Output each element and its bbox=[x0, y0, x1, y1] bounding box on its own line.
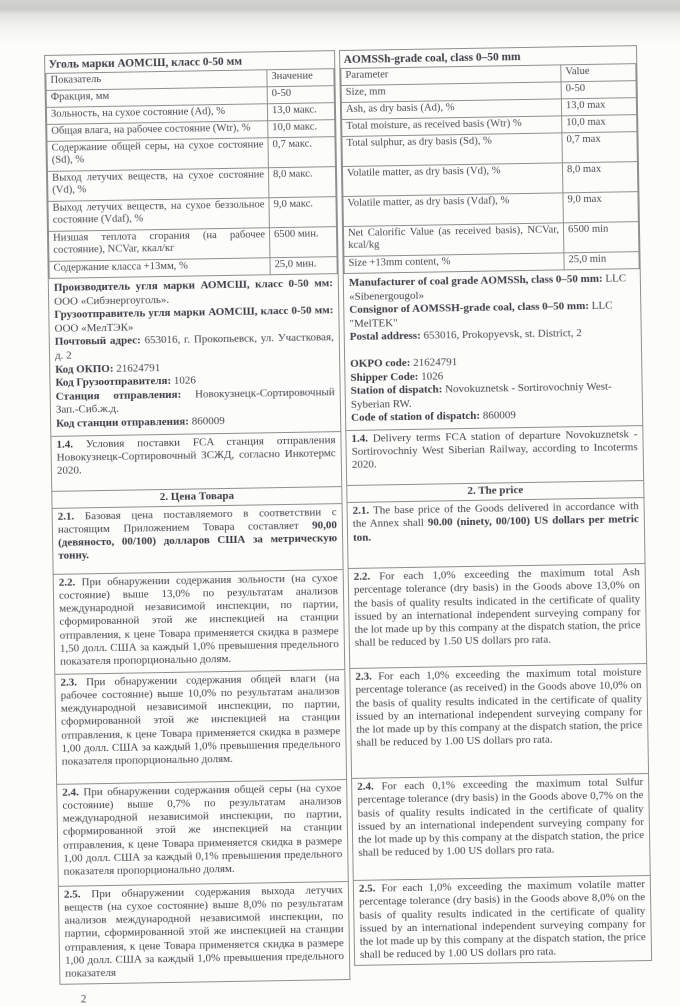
table-row: Size +13mm content, % 25,0 min bbox=[344, 252, 639, 274]
okpo-code-line: Код ОКПО: 21624791 bbox=[55, 361, 161, 376]
column-russian bbox=[44, 50, 350, 985]
price-section-header-ru: 2. Цена Товара bbox=[52, 487, 341, 509]
table-row: Выход летучих веществ, на сухое беззольное состояние (Vdaf), % 9,0 макс. bbox=[48, 197, 336, 232]
spec-table-title-en: AOMSSh-grade coal, class 0–50 mm bbox=[341, 46, 636, 68]
paragraph-2-1-en: 2.1. The base price of the Goods delivered in accordance with the Annex shall 90.00 (ninety, 00/100) US dollars per metric ton. bbox=[348, 498, 645, 569]
postal-address-line: Почтовый адрес: 653016, г. Прокопьевск, ул. Участковая, д. 2 bbox=[54, 331, 334, 362]
okpo-code-line: OKPO code: 21624791 bbox=[350, 356, 458, 370]
shipper-code-line: Shipper Code: 1026 bbox=[350, 369, 444, 384]
consignor-line: Consignor of AOMSSH-grade coal, class 0–50 mm: LLC "MelTEK" bbox=[349, 299, 613, 330]
consignor-line: Грузоотправитель угля марки АОМСШ, класс 0-50 мм: ООО «МелТЭК» bbox=[54, 304, 334, 335]
paragraph-2-1-ru: 2.1. Базовая цена поставляемого в соответствии с настоящим Приложением Товара составляет 90,00 (девяносто, 00/100) долларов США за метрическую тонну. bbox=[53, 504, 343, 575]
table-row: Содержание общей серы, на сухое состояние (Sd), % 0,7 макс. bbox=[47, 137, 335, 172]
table-row: Net Calorific Value (as received basis), NCVar, kcal/kg 6500 min bbox=[343, 222, 638, 257]
postal-address-line: Postal address: 653016, Prokopyevsk, st. District, 2 bbox=[349, 327, 582, 344]
col-header-value: Value bbox=[561, 64, 636, 82]
dispatch-station-code-line: Код станции отправления: 860009 bbox=[56, 414, 225, 430]
two-column-layout bbox=[44, 45, 656, 985]
contract-page bbox=[44, 45, 657, 1006]
page-number: 2 bbox=[80, 993, 87, 1006]
col-header-parameter: Parameter bbox=[341, 65, 561, 86]
dispatch-station-line: Станция отправления: Новокузнецк-Сортировочный Зап.-Сиб.ж.д. bbox=[55, 385, 335, 417]
dispatch-station-line: Station of dispatch: Novokuznetsk - Sortirovochniy West-Syberian RW. bbox=[350, 380, 612, 411]
table-row: Выход летучих веществ, на сухое состояние (Vd), % 8,0 макс. bbox=[47, 167, 335, 202]
paragraph-2-5-ru: 2.5. При обнаружении содержания выхода летучих веществ (на сухое состояние) выше 8,0% по результатам анализов международной независимой инспекции, по партии, сформированной этой же инспекцией на станции отправления, к цене Товара применяется скидка в размере 1,00 долл. США за каждый 1,0% превышения предельного показателя bbox=[63, 883, 345, 980]
clause-1-4-en: 1.4. Delivery terms FCA station of departure Novokuznetsk - Sortirovochniy West Siberian Railway, according to Incoterms 2020. bbox=[346, 426, 643, 486]
paragraph-2-3-en: 2.3. For each 1,0% exceeding the maximum total moisture percentage tolerance (as received) in the Goods above 10,0% on the basis of quality results indicated in the certificate of quality issued by an international independent surveying company for the lot made up by this company at the dispatch station, the price shall be reduced by 1.00 US dollars pro rata. bbox=[350, 664, 648, 779]
table-row: Volatile matter, as dry basis (Vdaf), % 9,0 max bbox=[343, 192, 638, 227]
table-row: Volatile matter, as dry basis (Vd), % 8,0 max bbox=[342, 162, 637, 197]
table-row: Низшая теплота сгорания (на рабочее состояние), NCVar, ккал/кг 6500 мин. bbox=[48, 227, 336, 262]
paragraph-2-3-ru: 2.3. При обнаружении содержания общей влаги (на рабочее состояние) выше 10,0% по результатам анализов международной независимой инспекции, по партии, сформированной этой же инспекцией на станции отправления, к цене Товара применяется скидка в размере 1,00 долл. США за каждый 1,0% превышения предельного показателя пропорционально долям. bbox=[55, 670, 346, 785]
spec-table-title-ru: Уголь марки АОМСШ, класс 0-50 мм bbox=[46, 51, 334, 73]
table-row: Total moisture, as received basis (Wtr) % 10,0 max bbox=[342, 115, 637, 137]
dispatch-station-code-line: Code of station of dispatch: 860009 bbox=[351, 409, 516, 425]
shipment-info-en bbox=[344, 269, 643, 430]
col-header-parameter: Показатель bbox=[46, 70, 267, 91]
table-row: Total sulphur, as dry basis (Sd), % 0,7 max bbox=[342, 132, 637, 167]
paragraph-2-5-en: 2.5. For each 1,0% exceeding the maximum volatile matter percentage tolerance (dry basis) in the Goods above 8,0% on the basis of quality results indicated in the certificate of quality issued by an international independent surveying company for the lot made up by this company at the dispatch station, the price shall be reduced by 1.00 US dollars pro rata. bbox=[358, 878, 646, 961]
price-section-header-en: 2. The price bbox=[347, 481, 643, 503]
table-row: Фракция, мм 0-50 bbox=[46, 86, 334, 108]
table-row: Общая влага, на рабочее состояние (Wtr), % 10,0 макс. bbox=[47, 120, 335, 142]
col-header-value: Значение bbox=[267, 69, 334, 87]
shipment-info-ru bbox=[49, 274, 341, 435]
table-row: Size, mm 0-50 bbox=[341, 81, 636, 103]
coal-spec-table-ru bbox=[45, 51, 338, 279]
paragraph-2-4-ru: 2.4. При обнаружении содержания общей серы (на сухое состояние) выше 0,7% по результатам анализов международной независимой инспекции, по партии, сформированной этой же инспекцией на станции отправления, к цене Товара применяется скидка в размере 1,00 долл. США за каждый 0,1% превышения предельного показателя пропорционально долям. bbox=[57, 780, 348, 887]
column-english bbox=[339, 45, 652, 966]
paragraph-2-2-ru: 2.2. При обнаружении содержания зольности (на сухое состояние) выше 13,0% по результатам анализов международной независимой инспекции, по партии, сформированной этой же инспекцией на станции отправления, к цене Товара применяется скидка в размере 1,50 долл. США за каждый 1,0% превышения предельного показателя пропорционально долям. bbox=[54, 570, 345, 675]
coal-spec-table-en bbox=[340, 46, 640, 274]
manufacturer-line: Производитель угля марки АОМСШ, класс 0-50 мм: ООО «Сибэнергоуголь». bbox=[53, 277, 333, 308]
paragraph-2-4-en: 2.4. For each 0,1% exceeding the maximum total Sulfur percentage tolerance (dry basis) in the Goods above 0,7% on the basis of quality results indicated in the certificate of quality issued by an international independent surveying company for the lot made up by this company at the dispatch station, the price shall be reduced by 1.00 US dollars pro rata. bbox=[352, 774, 650, 881]
clause-1-4-ru: 1.4. Условия поставки FCA станция отправления Новокузнецк-Сортировочный ЗСЖД, согласно Инкотермс 2020. bbox=[51, 432, 341, 492]
table-row: Содержание класса +13мм, % 25,0 мин. bbox=[49, 257, 337, 279]
table-row: Ash, as dry basis (Ad), % 13,0 max bbox=[341, 98, 636, 120]
table-row: Зольность, на сухое состояние (Ad), % 13,0 макс. bbox=[46, 103, 334, 125]
scan-edge-shadow bbox=[0, 0, 680, 46]
paragraph-2-2-en: 2.2. For each 1,0% exceeding the maximum total Ash percentage tolerance (dry basis) in the Goods above 13,0% on the basis of quality results indicated in the certificate of quality issued by an international independent surveying company for the lot made up by this company at the dispatch station, the price shall be reduced by 1.50 US dollars pro rata. bbox=[349, 564, 647, 669]
section-spec-en bbox=[340, 46, 642, 431]
shipper-code-line: Код Грузоотправителя: 1026 bbox=[55, 374, 196, 389]
manufacturer-line: Manufacturer of coal grade AOMSSh, class 0–50 mm: LLC «Sibenergougol» bbox=[348, 272, 627, 303]
section-spec-ru bbox=[45, 51, 340, 436]
